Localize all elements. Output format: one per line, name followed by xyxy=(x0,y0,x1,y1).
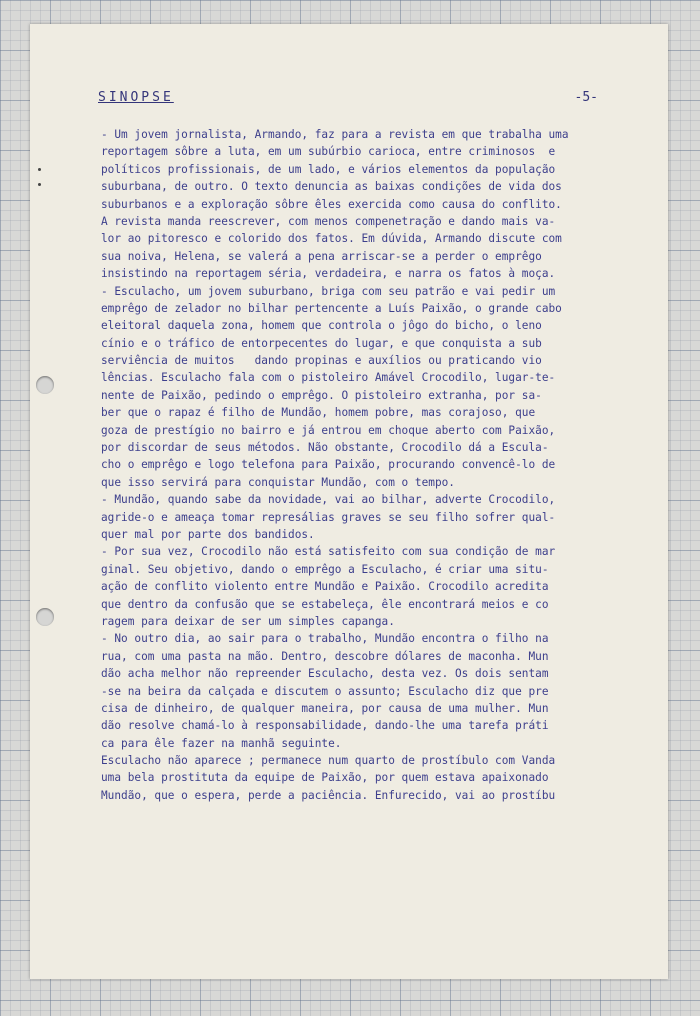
text-line: - Por sua vez, Crocodilo não está satisfeito com sua condição de mar xyxy=(101,545,556,559)
text-line: agride-o e ameaça tomar represálias graves se seu filho sofrer qual- xyxy=(101,510,556,524)
text-line: que isso servirá para conquistar Mundão, com o tempo. xyxy=(101,475,455,489)
text-line: dão resolve chamá-lo à responsabilidade, dando-lhe uma tarefa práti xyxy=(101,719,549,733)
text-line: políticos profissionais, de um lado, e vários elementos da população xyxy=(101,162,556,176)
text-line: que dentro da confusão que se estabeleça, êle encontrará meios e co xyxy=(101,597,549,611)
text-line: uma bela prostituta da equipe de Paixão, por quem estava apaixonado xyxy=(101,771,549,785)
punch-hole xyxy=(36,608,54,626)
text-line: suburbana, de outro. O texto denuncia as baixas condições de vida dos xyxy=(101,180,562,194)
text-line: quer mal por parte dos bandidos. xyxy=(101,527,315,541)
text-line: -se na beira da calçada e discutem o assunto; Esculacho diz que pre xyxy=(101,684,549,698)
text-line: dão acha melhor não repreender Esculacho, desta vez. Os dois sentam xyxy=(101,667,549,681)
document-title: SINOPSE xyxy=(98,90,174,105)
document-body xyxy=(101,126,627,804)
text-line: suburbanos e a exploração sôbre êles exercida como causa do conflito. xyxy=(101,197,562,211)
text-line: A revista manda reescrever, com menos compenetração e dando mais va- xyxy=(101,214,556,228)
text-line: - Esculacho, um jovem suburbano, briga com seu patrão e vai pedir um xyxy=(101,284,556,298)
text-line: rua, com uma pasta na mão. Dentro, descobre dólares de maconha. Mun xyxy=(101,649,549,663)
page-number: -5- xyxy=(574,90,598,105)
text-line: lências. Esculacho fala com o pistoleiro Amável Crocodilo, lugar-te- xyxy=(101,371,556,385)
text-line: Mundão, que o espera, perde a paciência. Enfurecido, vai ao prostíbu xyxy=(101,788,556,802)
text-line: lor ao pitoresco e colorido dos fatos. Em dúvida, Armando discute com xyxy=(101,232,562,246)
text-line: ginal. Seu objetivo, dando o emprêgo a Esculacho, é criar uma situ- xyxy=(101,562,549,576)
text-line: por discordar de seus métodos. Não obstante, Crocodilo dá a Escula- xyxy=(101,441,549,455)
text-line: cho o emprêgo e logo telefona para Paixão, procurando convencê-lo de xyxy=(101,458,556,472)
margin-mark xyxy=(38,168,41,171)
text-line: Esculacho não aparece ; permanece num quarto de prostíbulo com Vanda xyxy=(101,754,556,768)
text-line: ação de conflito violento entre Mundão e Paixão. Crocodilo acredita xyxy=(101,580,549,594)
text-line: serviência de muitos dando propinas e auxílios ou praticando vio xyxy=(101,354,542,368)
text-line: - Um jovem jornalista, Armando, faz para a revista em que trabalha uma xyxy=(101,128,569,141)
page-header xyxy=(98,90,598,110)
text-line: insistindo na reportagem séria, verdadeira, e narra os fatos à moça. xyxy=(101,267,556,281)
text-line: ragem para deixar de ser um simples capanga. xyxy=(101,614,395,628)
text-line: goza de prestígio no bairro e já entrou em choque aberto com Paixão, xyxy=(101,423,556,437)
text-line: ca para êle fazer na manhã seguinte. xyxy=(101,736,342,750)
text-line: cisa de dinheiro, de qualquer maneira, por causa de uma mulher. Mun xyxy=(101,701,549,715)
text-line: reportagem sôbre a luta, em um subúrbio carioca, entre criminosos e xyxy=(101,145,556,159)
text-line: sua noiva, Helena, se valerá a pena arriscar-se a perder o emprêgo xyxy=(101,249,542,263)
text-line: nente de Paixão, pedindo o emprêgo. O pistoleiro extranha, por sa- xyxy=(101,388,542,402)
punch-hole xyxy=(36,376,54,394)
text-line: cínio e o tráfico de entorpecentes do lugar, e que conquista a sub xyxy=(101,336,542,350)
text-line: eleitoral daquela zona, homem que controla o jôgo do bicho, o leno xyxy=(101,319,542,333)
text-line: emprêgo de zelador no bilhar pertencente a Luís Paixão, o grande cabo xyxy=(101,301,562,315)
text-line: - No outro dia, ao sair para o trabalho, Mundão encontra o filho na xyxy=(101,632,549,646)
text-line: ber que o rapaz é filho de Mundão, homem pobre, mas corajoso, que xyxy=(101,406,536,420)
text-line: - Mundão, quando sabe da novidade, vai ao bilhar, adverte Crocodilo, xyxy=(101,493,556,507)
margin-mark xyxy=(38,183,41,186)
